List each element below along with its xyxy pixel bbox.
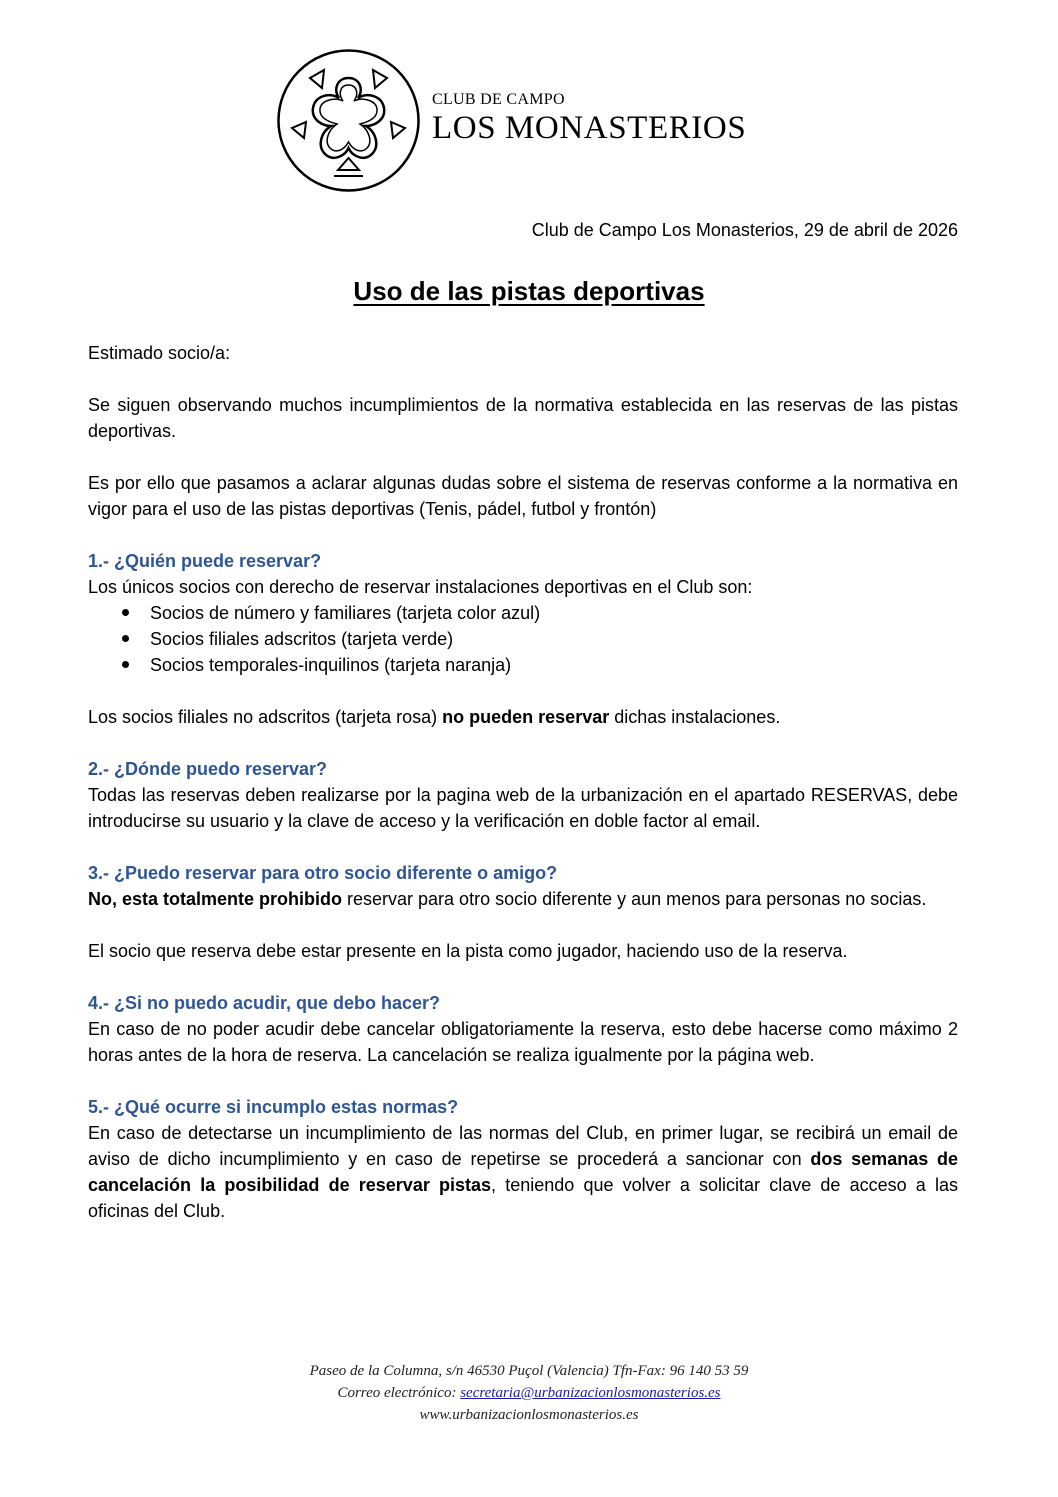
section-2-heading: 2.- ¿Dónde puedo reservar?: [88, 759, 328, 779]
list-item: Socios de número y familiares (tarjeta color azul): [122, 600, 958, 626]
bullet-icon: [122, 635, 129, 642]
section-4-heading: 4.- ¿Si no puedo acudir, que debo hacer?: [88, 993, 441, 1013]
footer-address: Paseo de la Columna, s/n 46530 Puçol (Valencia) Tfn-Fax: 96 140 53 59: [309, 1363, 749, 1379]
section-4-text: En caso de no poder acudir debe cancelar obligatoriamente la reserva, esto debe hacerse como máximo 2 horas antes de la hora de reserva. La cancelación se realiza igualmente por la página web.: [88, 1019, 958, 1065]
list-item: Socios filiales adscritos (tarjeta verde): [122, 626, 958, 652]
section-1-lead: Los únicos socios con derecho de reservar instalaciones deportivas en el Club son:: [88, 577, 753, 597]
club-logo-text: [432, 90, 746, 146]
bullet-icon: [122, 661, 129, 668]
logo-small-text: CLUB DE CAMPO: [432, 91, 565, 108]
date-line: Club de Campo Los Monasterios, 29 de abril de 2026: [531, 220, 958, 240]
footer-email-link[interactable]: secretaria@urbanizacionlosmonasterios.es: [460, 1385, 721, 1401]
bullet-icon: [122, 609, 129, 616]
section-3-text: No, esta totalmente prohibido reservar para otro socio diferente y aun menos para personas no socias.: [88, 889, 927, 909]
section-5-heading: 5.- ¿Qué ocurre si incumplo estas normas?: [88, 1097, 459, 1117]
list-item: Socios temporales-inquilinos (tarjeta naranja): [122, 652, 958, 678]
section-3-heading: 3.- ¿Puedo reservar para otro socio diferente o amigo?: [88, 863, 558, 883]
intro-paragraph-1: Se siguen observando muchos incumplimientos de la normativa establecida en las reservas de las pistas deportivas.: [88, 395, 958, 441]
footer-website: www.urbanizacionlosmonasterios.es: [419, 1407, 639, 1423]
section-1-bullet-list: [88, 600, 958, 678]
section-2-text: Todas las reservas deben realizarse por la pagina web de la urbanización en el apartado RESERVAS, debe introducirse su usuario y la clave de acceso y la verificación en doble factor al email.: [88, 785, 958, 831]
greeting: Estimado socio/a:: [88, 343, 231, 363]
document-body: [88, 340, 958, 1224]
section-1-note: Los socios filiales no adscritos (tarjeta rosa) no pueden reservar dichas instalaciones.: [88, 707, 781, 727]
page-footer: [0, 1360, 1058, 1426]
document-title: Uso de las pistas deportivas: [353, 276, 705, 306]
monastery-flower-logo-icon: [276, 48, 421, 193]
intro-paragraph-2: Es por ello que pasamos a aclarar algunas dudas sobre el sistema de reservas conforme a la normativa en vigor para el uso de las pistas deportivas (Tenis, pádel, futbol y frontón): [88, 473, 958, 519]
section-5-text: En caso de detectarse un incumplimiento de las normas del Club, en primer lugar, se recibirá un email de aviso de dicho incumplimiento y en caso de repetirse se procederá a sancionar con dos semanas de cancelación la posibilidad de reservar pistas, teniendo que volver a solicitar clave de acceso a las oficinas del Club.: [88, 1123, 959, 1221]
section-1-heading: 1.- ¿Quién puede reservar?: [88, 551, 322, 571]
section-3-text-2: El socio que reserva debe estar presente en la pista como jugador, haciendo uso de la reserva.: [88, 941, 848, 961]
logo-big-text: LOS MONASTERIOS: [432, 110, 747, 146]
footer-email-line: Correo electrónico: secretaria@urbanizacionlosmonasterios.es: [337, 1385, 721, 1401]
club-logo: [276, 48, 776, 193]
